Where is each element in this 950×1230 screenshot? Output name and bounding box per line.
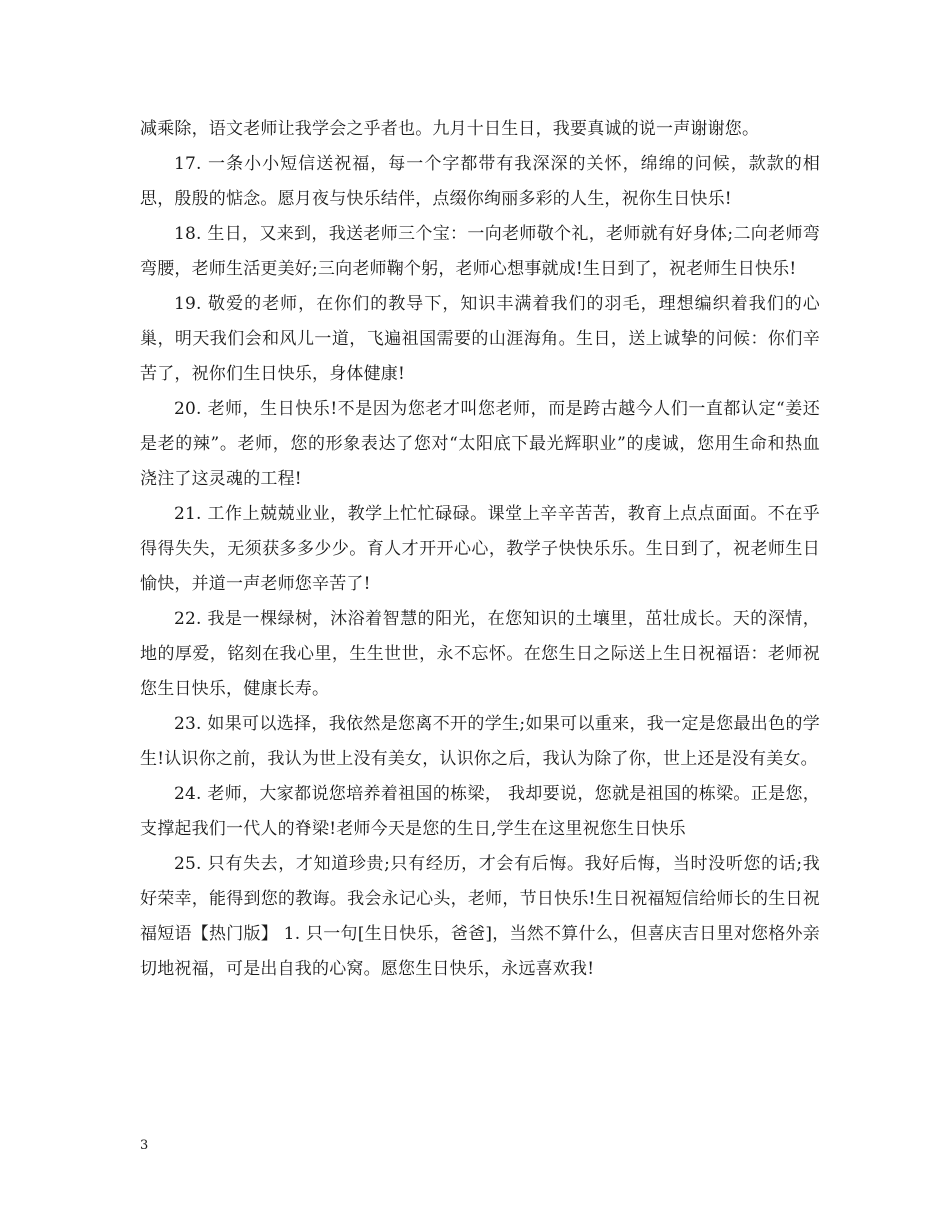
paragraph-25: 25. 只有失去，才知道珍贵;只有经历，才会有后悔。我好后悔，当时没听您的话;我好荣幸，能得到您的教诲。我会永记心头，老师，节日快乐!生日祝福短信给师长的生日祝福短语【热门版】 1. 只一句[生日快乐，爸爸]，当然不算什么，但喜庆吉日里对您格外亲切地祝福，可是出自我的心窝。愿您生日快乐，永远喜欢我!: [140, 854, 820, 979]
paragraph-20: 20. 老师，生日快乐!不是因为您老才叫您老师，而是跨古越今人们一直都认定“姜还是老的辣”。老师，您的形象表达了您对“太阳底下最光辉职业”的虔诚，您用生命和热血浇注了这灵魂的工程!: [140, 399, 820, 489]
paragraph-18: 18. 生日，又来到，我送老师三个宝：一向老师敬个礼，老师就有好身体;二向老师弯弯腰，老师生活更美好;三向老师鞠个躬，老师心想事就成!生日到了，祝老师生日快乐!: [140, 224, 820, 279]
paragraph-24: 24. 老师，大家都说您培养着祖国的栋梁， 我却要说，您就是祖国的栋梁。正是您，支撑起我们一代人的脊梁!老师今天是您的生日,学生在这里祝您生日快乐: [140, 784, 820, 839]
paragraph-22: 22. 我是一棵绿树，沐浴着智慧的阳光，在您知识的土壤里，茁壮成长。天的深情，地的厚爱，铭刻在我心里，生生世世，永不忘怀。在您生日之际送上生日祝福语：老师祝您生日快乐，健康长寿。: [140, 609, 820, 699]
page-number: 3: [140, 1138, 149, 1153]
paragraph-17: 17. 一条小小短信送祝福，每一个字都带有我深深的关怀，绵绵的问候，款款的相思，殷殷的惦念。愿月夜与快乐结伴，点缀你绚丽多彩的人生，祝你生日快乐!: [140, 154, 820, 209]
paragraph-23: 23. 如果可以选择，我依然是您离不开的学生;如果可以重来，我一定是您最出色的学生!认识你之前，我认为世上没有美女，认识你之后，我认为除了你，世上还是没有美女。: [140, 714, 820, 769]
paragraph-19: 19. 敬爱的老师，在你们的教导下，知识丰满着我们的羽毛，理想编织着我们的心巢，明天我们会和风儿一道，飞遍祖国需要的山涯海角。生日，送上诚挚的问候：你们辛苦了，祝你们生日快乐，身体健康!: [140, 294, 820, 384]
paragraph-21: 21. 工作上兢兢业业，教学上忙忙碌碌。课堂上辛辛苦苦，教育上点点面面。不在乎得得失失，无须获多多少少。育人才开开心心，教学子快快乐乐。生日到了，祝老师生日愉快，并道一声老师您辛苦了!: [140, 504, 820, 594]
document-body: [140, 112, 820, 987]
paragraph-continued: 减乘除，语文老师让我学会之乎者也。九月十日生日，我要真诚的说一声谢谢您。: [140, 119, 760, 139]
